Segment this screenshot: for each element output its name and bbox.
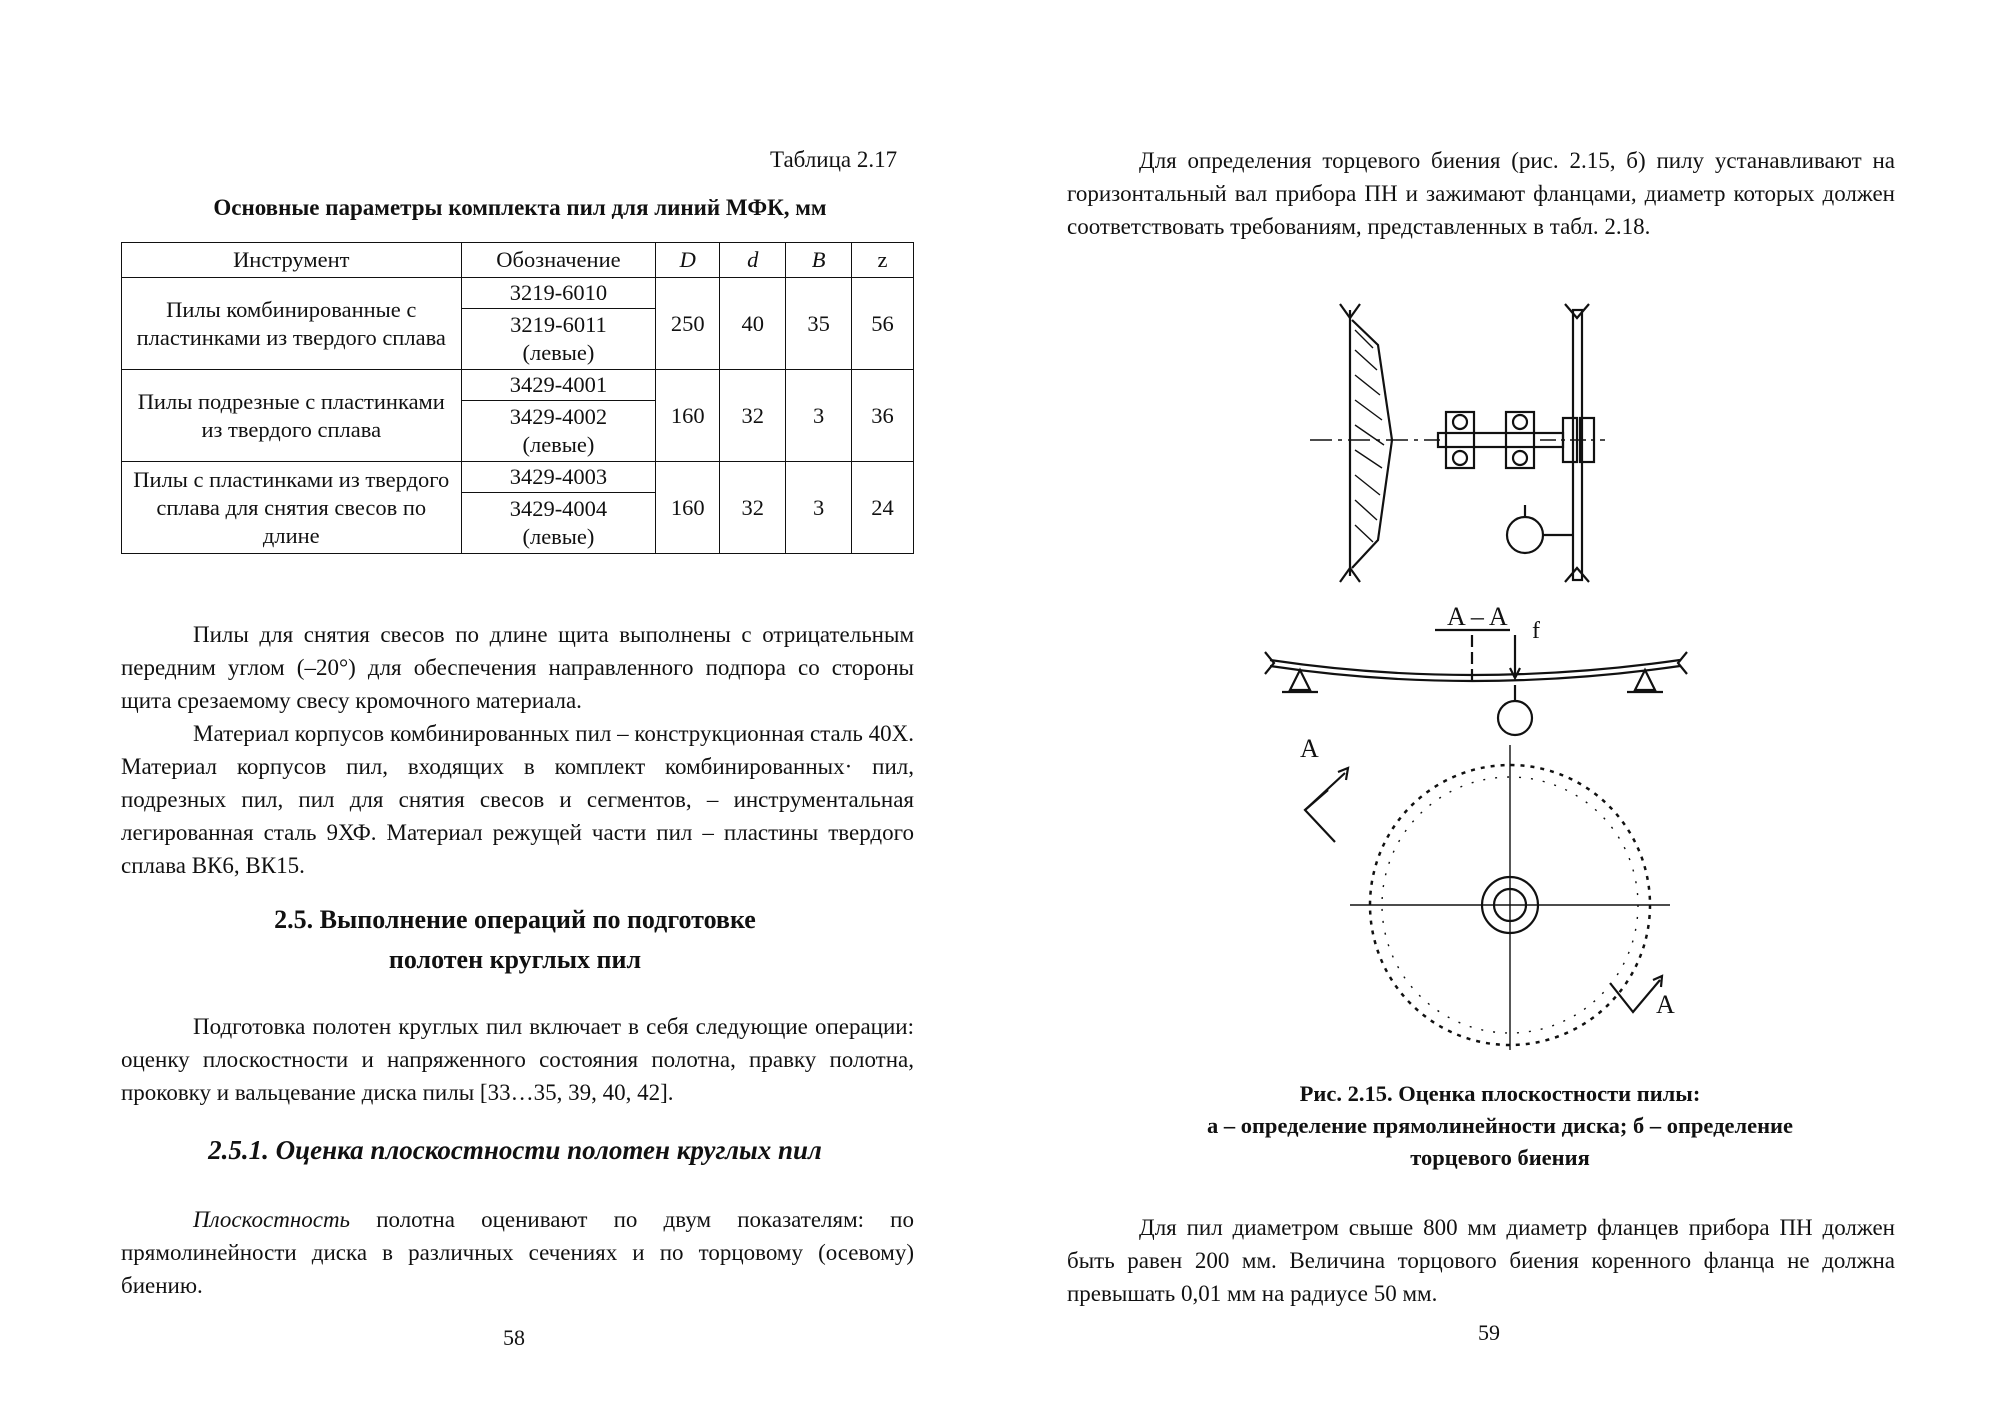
caption-line1: Рис. 2.15. Оценка плоскостности пилы: [1299,1081,1701,1106]
cell-D: 250 [656,278,720,370]
table-header-row [122,243,914,278]
designation-code: 3429-4002 [509,404,608,429]
section-heading-line1: 2.5. Выполнение операций по подготовке [274,905,756,934]
dial-indicator-section [1498,701,1532,735]
label-a1: A [1300,734,1319,763]
designation-cell [461,309,656,370]
cell-d: 32 [720,462,786,554]
paragraph-flatness [121,1203,914,1302]
caption-line3: торцевого биения [1410,1145,1590,1170]
cell-d: 32 [720,370,786,462]
table-row [122,370,914,401]
bearing [1513,415,1527,429]
support-right [1635,670,1655,690]
cell-z: 56 [852,278,914,370]
label-a2: A [1656,990,1675,1019]
header-B: B [786,243,852,278]
header-tool: Инструмент [122,243,462,278]
section-ends [1265,652,1687,674]
table-row [122,278,914,309]
table-title: Основные параметры комплекта пил для линий МФК, мм [213,195,827,220]
paragraph-materials: Материал корпусов комбинированных пил – конструкционная сталь 40Х. Материал корпусов пил, входящих в комплект комбинированных· пил, подрезных пил, пил для снятия свесов и сегментов, – инструментальная легированная сталь 9ХФ. Материал режущей части пил – пластины твердого сплава ВК6, ВК15. [121,721,914,878]
table-row [122,462,914,493]
page-number: 59 [1478,1320,1500,1345]
dial-indicator [1507,517,1543,553]
designation-note: (левые) [522,340,595,365]
cell-d: 40 [720,278,786,370]
bearing [1453,415,1467,429]
caption-line2: а – определение прямолинейности диска; б – определение [1206,1113,1794,1138]
tool-cell: Пилы с пластинками из твердого сплава для снятия свесов по длине [122,462,462,554]
section-heading [120,900,910,980]
cell-B: 35 [786,278,852,370]
bearing-housing [1506,412,1534,468]
header-D: D [656,243,720,278]
paragraph-overhang-saws: Пилы для снятия свесов по длине щита выполнены с отрицательным передним углом (–20°) для обеспечения направленного подпора со стороны щита срезаемому свесу кромочного материала. [121,622,914,713]
designation-code: 3429-4004 [509,496,608,521]
cell-B: 3 [786,370,852,462]
paragraph-preparation: Подготовка полотен круглых пил включает в себя следующие операции: оценку плоскостности и напряженного состояния полотна, правку полотна, проковку и вальцевание диска пилы [33…35, 39, 40, 42]. [121,1014,914,1105]
header-designation: Обозначение [461,243,656,278]
term-flatness: Плоскостность [193,1207,351,1232]
designation-cell: 3429-4001 [461,370,656,401]
bearing [1453,451,1467,465]
tool-cell: Пилы подрезные с пластинками из твердого сплава [122,370,462,462]
designation-cell: 3429-4003 [461,462,656,493]
page-right [1000,0,2000,1410]
cell-z: 36 [852,370,914,462]
figure-caption [1125,1078,1875,1174]
designation-cell [461,493,656,554]
bearing [1513,451,1527,465]
params-table [121,242,914,554]
designation-cell [461,401,656,462]
disk-profile [1352,320,1392,568]
tool-cell: Пилы комбинированные с пластинками из твердого сплава [122,278,462,370]
cell-D: 160 [656,370,720,462]
subsection-heading: 2.5.1. Оценка плоскостности полотен круглых пил [208,1135,822,1165]
header-z: z [852,243,914,278]
saw-flatness-figure [1260,290,1760,1050]
designation-code: 3219-6011 [510,312,607,337]
cell-B: 3 [786,462,852,554]
designation-cell: 3219-6010 [461,278,656,309]
section-arrow-a2 [1610,980,1660,1012]
table-label: Таблица 2.17 [770,147,898,172]
paragraph-flange: Для пил диаметром свыше 800 мм диаметр фланцев прибора ПН должен быть равен 200 мм. Величина торцового биения коренного фланца не должна превышать 0,01 мм на радиусе 50 мм. [1067,1215,1895,1306]
cell-z: 24 [852,462,914,554]
section-label: A – A [1447,602,1508,631]
bearing-housing [1446,412,1474,468]
designation-note: (левые) [522,432,595,457]
arrow-a1-shaft [1305,773,1345,810]
paragraph-flatness-text: полотна оценивают по двум показателям: по прямолинейности диска в различных сечениях и по торцовому (осевому) биению. [121,1207,914,1298]
paragraph-runout: Для определения торцевого биения (рис. 2.15, б) пилу устанавливают на горизонтальный вал прибора ПН и зажимают фланцами, диаметр которых должен соответствовать требованиям, представленных в табл. 2.18. [1067,148,1895,239]
label-f: f [1532,618,1540,644]
section-heading-line2: полотен круглых пил [388,945,642,974]
cell-D: 160 [656,462,720,554]
support-left [1290,670,1310,690]
page-number: 58 [503,1325,525,1350]
header-d: d [720,243,786,278]
section-arrow-a1 [1305,790,1335,842]
designation-note: (левые) [522,524,595,549]
